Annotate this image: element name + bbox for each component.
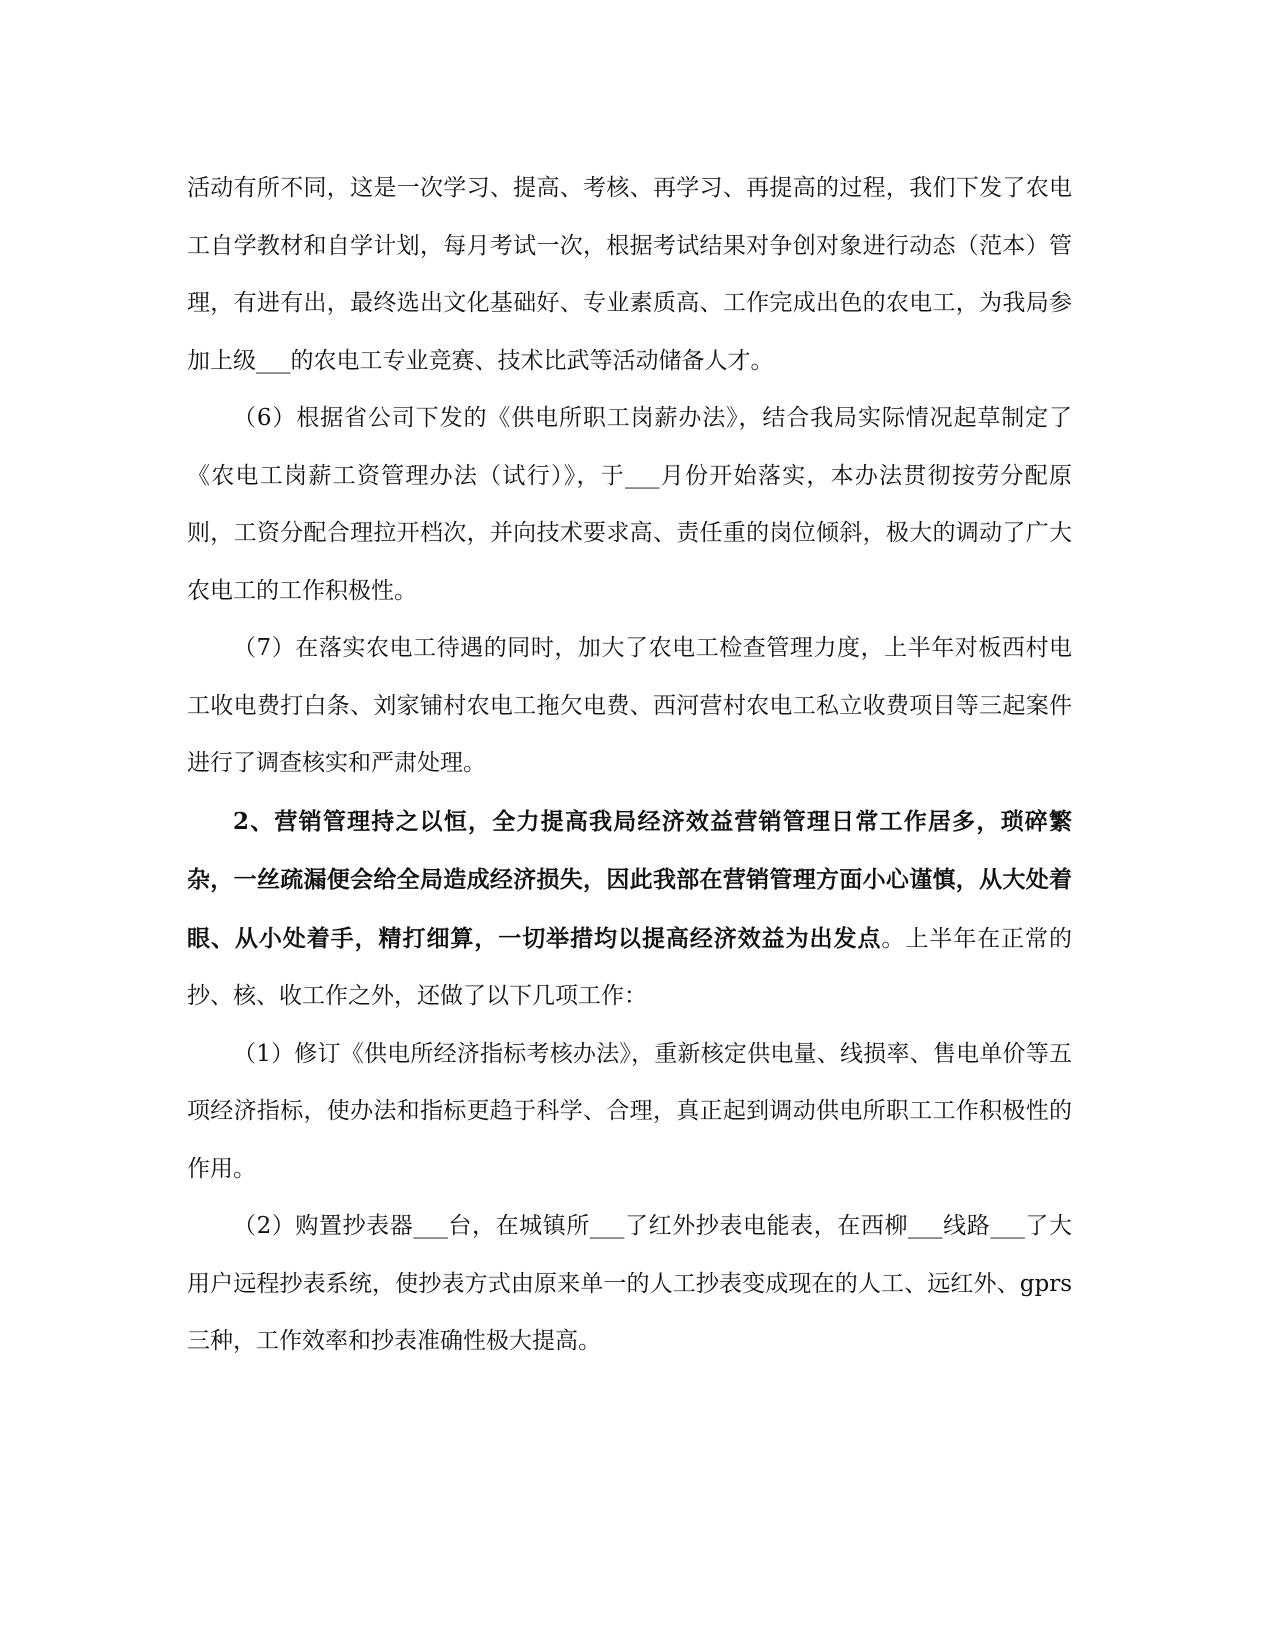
section-heading: 2、营销管理持之以恒，全力提高我局经济效益营销管理日常工作居多，琐碎繁杂，一丝疏漏便会给全局造成经济损失，因此我部在营销管理方面小心谨慎，从大处着眼、从小处着手，精打细算，一切举措均以提高经济效益为出发点: [187, 807, 1072, 952]
paragraph-item-2: （2）购置抄表器___台，在城镇所___了红外抄表电能表，在西柳___线路___了大用户远程抄表系统，使抄表方式由原来单一的人工抄表变成现在的人工、远红外、gprs三种，工作效率和抄表准确性极大提高。: [187, 1213, 1072, 1354]
paragraph-item-6: （6）根据省公司下发的《供电所职工岗薪办法》，结合我局实际情况起草制定了《农电工岗薪工资管理办法（试行）》，于___月份开始落实，本办法贯彻按劳分配原则，工资分配合理拉开档次，并向技术要求高、责任重的岗位倾斜，极大的调动了广大农电工的工作积极性。: [187, 405, 1072, 604]
document-body: [187, 160, 1072, 1371]
paragraph-continuation: 活动有所不同，这是一次学习、提高、考核、再学习、再提高的过程，我们下发了农电工自学教材和自学计划，每月考试一次，根据考试结果对争创对象进行动态（范本）管理，有进有出，最终选出文化基础好、专业素质高、工作完成出色的农电工，为我局参加上级___的农电工专业竞赛、技术比武等活动储备人才。: [187, 175, 1072, 374]
section-intro-text: 。上半年在正常的抄、核、收工作之外，还做了以下几项工作：: [187, 925, 1073, 1009]
paragraph-section-2: [187, 793, 1072, 1026]
paragraph-item-1: （1）修订《供电所经济指标考核办法》，重新核定供电量、线损率、售电单价等五项经济指标，使办法和指标更趋于科学、合理，真正起到调动供电所职工工作积极性的作用。: [187, 1040, 1072, 1182]
paragraph-item-7: （7）在落实农电工待遇的同时，加大了农电工检查管理力度，上半年对板西村电工收电费打白条、刘家铺村农电工拖欠电费、西河营村农电工私立收费项目等三起案件进行了调查核实和严肃处理。: [187, 635, 1072, 776]
